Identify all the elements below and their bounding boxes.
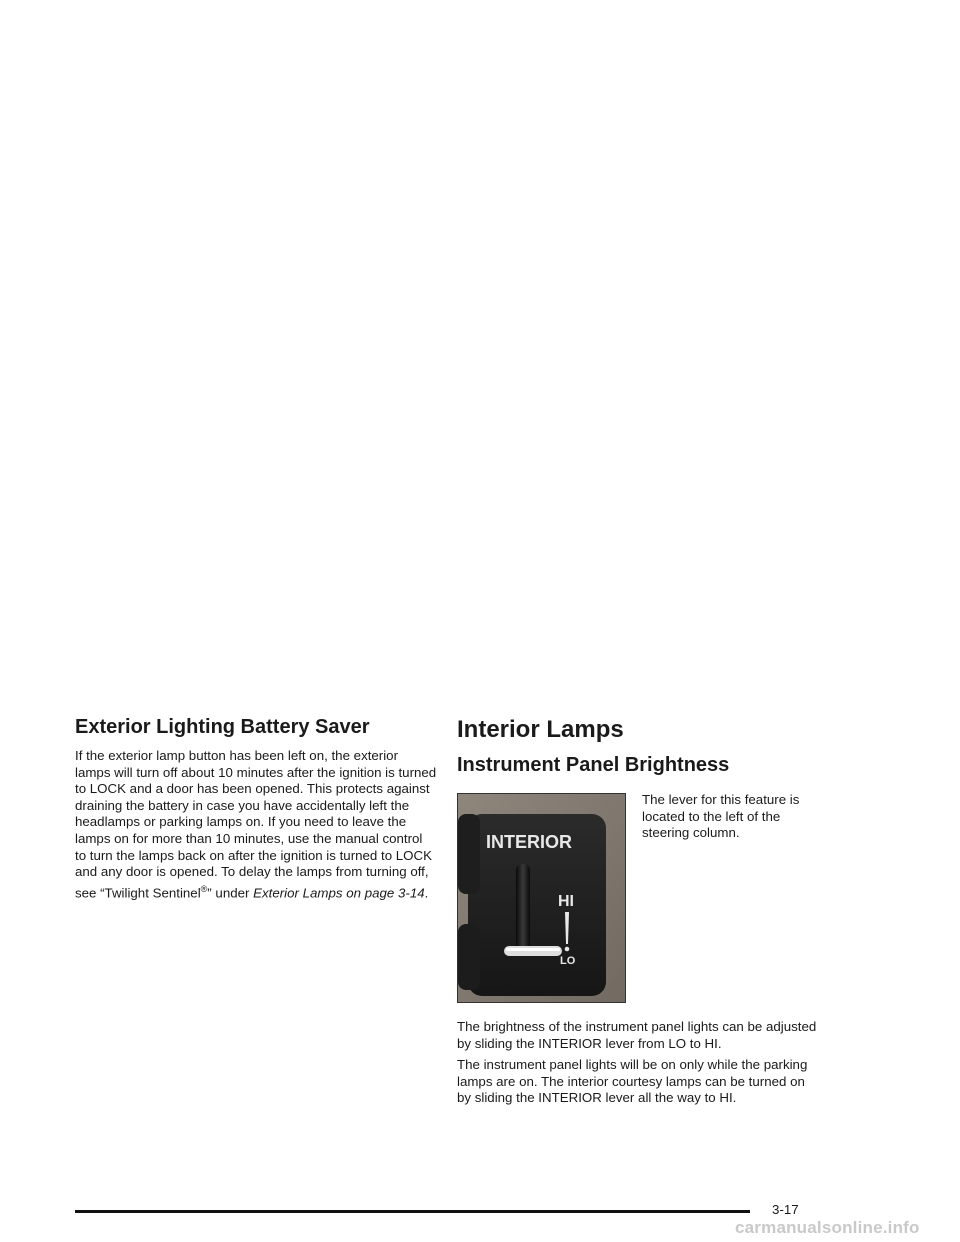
watermark: carmanualsonline.info <box>735 1218 920 1237</box>
interior-lever-photo <box>457 793 626 1003</box>
registered-mark: ® <box>200 883 208 894</box>
photo-caption: The lever for this feature is located to the left of the steering column. <box>642 792 800 841</box>
battery-saver-text-end: . <box>424 885 429 901</box>
hi-label: HI <box>558 893 574 910</box>
interior-label: INTERIOR <box>486 832 573 852</box>
brightness-paragraph: The brightness of the instrument panel lights can be adjusted by sliding the INTERIOR lever from LO to HI. <box>457 1019 817 1051</box>
interior-lever-illustration <box>458 794 625 1002</box>
section-heading-interior-lamps: Interior Lamps <box>457 716 624 743</box>
exterior-lamps-reference-link[interactable]: Exterior Lamps on page 3-14 <box>253 885 425 901</box>
lo-label: LO <box>560 955 576 967</box>
left-column <box>75 715 435 902</box>
parking-lamps-paragraph: The instrument panel lights will be on only while the parking lamps are on. The interior courtesy lamps can be turned on by sliding the INTERIOR lever all the way to HI. <box>457 1057 808 1106</box>
battery-saver-text-under: ” under <box>207 885 254 901</box>
battery-saver-paragraph <box>75 748 437 902</box>
section-heading-battery-saver: Exterior Lighting Battery Saver <box>75 716 370 738</box>
page-number: 3-17 <box>772 1202 799 1217</box>
subheading-instrument-panel-brightness: Instrument Panel Brightness <box>457 754 730 776</box>
battery-saver-text: If the exterior lamp button has been left on, the exterior lamps will turn off about 10 minutes after the ignition is turned to LOCK and a door has been opened. This protects against draining the battery in case you have accidentally left the headlamps or parking lamps on. If you need to leave the lamps on for more than 10 minutes, use the manual control to turn the lamps back on after the ignition is turned to LOCK and any door is opened. To delay the lamps from turning off, see “Twilight Sentinel <box>75 748 437 901</box>
footer-rule <box>75 1210 750 1213</box>
